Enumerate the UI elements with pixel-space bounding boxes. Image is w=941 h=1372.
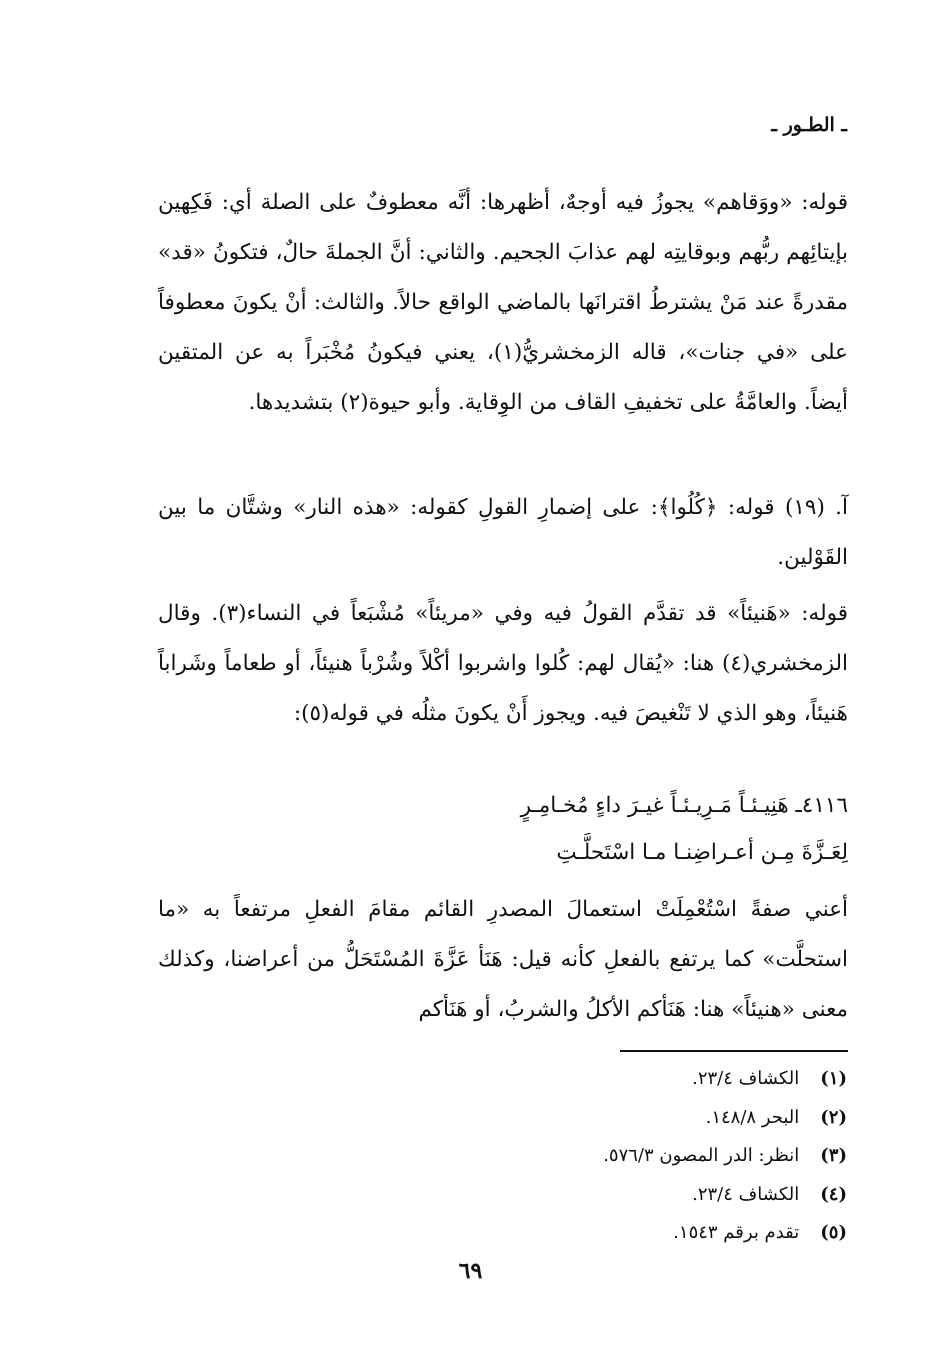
footnote-item <box>447 1214 847 1253</box>
footnote-item <box>447 1060 847 1099</box>
running-head: ـ الطـور ـ <box>771 114 847 136</box>
footnote-item <box>447 1099 847 1138</box>
footnote-text: البحر ١٤٨/٨. <box>705 1106 800 1128</box>
footnote-text: انظر: الدر المصون ٥٧٦/٣. <box>603 1145 800 1166</box>
verse-line-1: ٤١١٦ـ هَنِيـئـاً مَـرِيـئـاً غيـرَ داءٍ مُخـامِـرٍ <box>520 793 848 818</box>
footnote-item <box>447 1137 847 1176</box>
footnote-number: (٥) <box>820 1222 847 1243</box>
footnote-number: (٣) <box>820 1145 847 1166</box>
footnote-item <box>447 1176 847 1215</box>
paragraph-3: قوله: «هَنيئاً» قد تقدَّم القولُ فيه وفي «مريئاً» مُشْبَعاً في النساء(٣). وقال الزمخشري(٤) هنا: «يُقال لهم: كُلوا واشربوا أكْلاً وشُرْباً هنيئاً، أو طعاماً وشَراباً هَنيئاً، وهو الذي لا تَنْغيصَ فيه. ويجوز أَنْ يكونَ مثلُه في قوله(٥): <box>158 601 848 726</box>
footnote-number: (٢) <box>820 1106 847 1128</box>
verse-line-2: لِعَـزَّةَ مِـن أعـراضِنـا مـا اسْتَحلَّـتِ <box>556 840 848 865</box>
paragraph-4: أعني صفةً اسْتُعْمِلَتْ استعمالَ المصدرِ القائم مقامَ الفعلِ مرتفعاً به «ما استحلَّت» كما يرتفع بالفعلِ كأنه قيل: هَنَأ عَزَّةَ المُسْتَحَلُّ من أعراضنا، وكذلك معنى «هنيئاً» هنا: هَنَأكم الأكلُ والشربُ، أو هَنَأكم <box>158 897 848 1022</box>
paragraph-1: قوله: «ووَقاهم» يجوزُ فيه أوجهٌ، أظهرها: أنَّه معطوفٌ على الصلة أي: فَكِهين بإيتائِهم ربُّهم وبوقايتِه لهم عذابَ الجحيم. والثاني: أنَّ الجملةَ حالٌ، فتكونُ «قد» مقدرةً عند مَنْ يشترطُ اقترانَها بالماضي الواقع حالاً. والثالث: أنْ يكونَ معطوفاً على «في جنات»، قاله الزمخشريُّ(١)، يعني فيكونُ مُخْبَراً به عن المتقين أيضاً. والعامَّةُ على تخفيفِ القاف من الوِقاية. وأبو حيوة(٢) بتشديدها. <box>158 190 848 415</box>
footnote-text: الكشاف ٢٣/٤. <box>692 1183 800 1205</box>
paragraph-2: آ. (١٩) قوله: ﴿كُلُوا﴾: على إضمارِ القولِ كقوله: «هذه النار» وشتَّان ما بين القَوْلين. <box>158 495 848 570</box>
footnote-text: الكشاف ٢٣/٤. <box>692 1068 800 1089</box>
footnote-number: (٤) <box>820 1183 847 1205</box>
footnote-divider <box>620 1050 848 1052</box>
page-number: ٦٩ <box>458 1258 483 1284</box>
footnotes-list <box>447 1060 847 1253</box>
footnote-number: (١) <box>820 1068 847 1089</box>
footnote-text: تقدم برقم ١٥٤٣. <box>673 1222 800 1243</box>
